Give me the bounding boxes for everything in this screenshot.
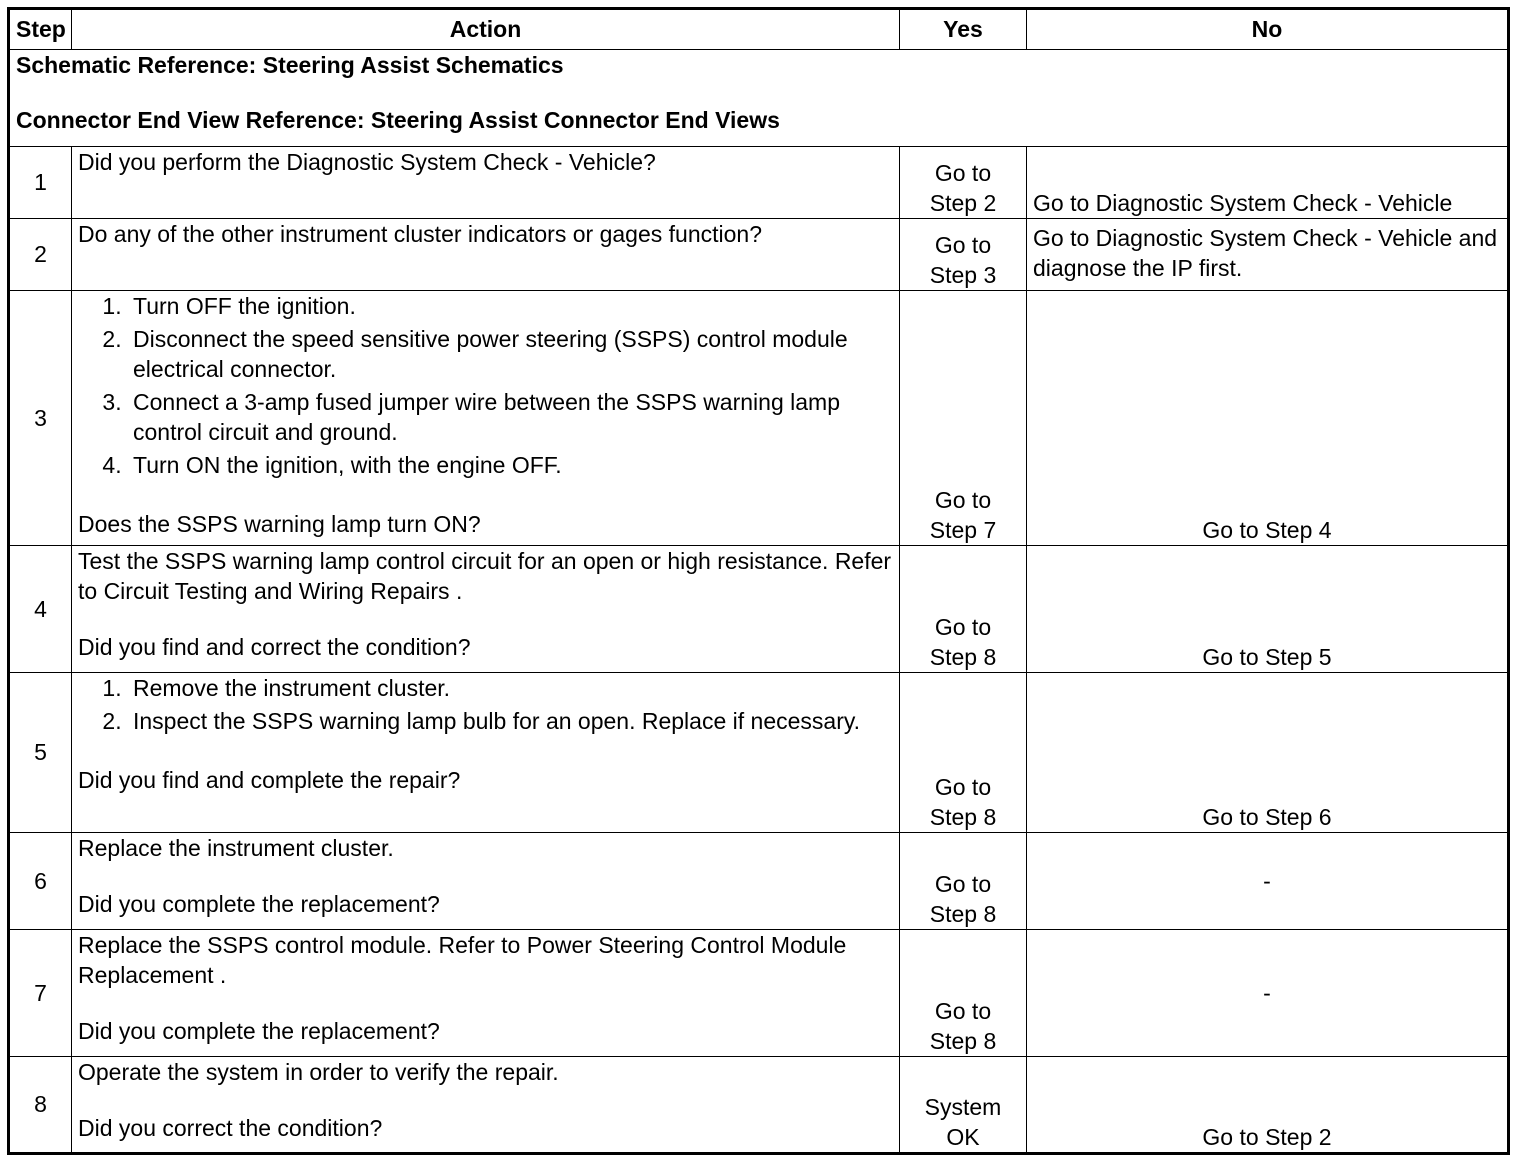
question-text: Does the SSPS warning lamp turn ON? <box>78 511 481 537</box>
no-cell: Go to Diagnostic System Check - Vehicle <box>1027 147 1509 219</box>
step-number: 4 <box>9 546 72 673</box>
header-no: No <box>1027 9 1509 50</box>
yes-cell <box>900 1057 1027 1154</box>
no-cell: Go to Diagnostic System Check - Vehicle and diagnose the IP first. <box>1027 219 1509 291</box>
instruction-item: 1. Turn OFF the ignition. <box>128 291 893 321</box>
table-row <box>9 546 1509 673</box>
yes-cell <box>900 833 1027 930</box>
step-number: 1 <box>9 147 72 219</box>
yes-cell <box>900 291 1027 546</box>
yes-line-1: Go to <box>934 774 992 800</box>
instruction-item: 3. Connect a 3-amp fused jumper wire between the SSPS warning lamp control circuit and ground. <box>128 387 893 447</box>
yes-line-1: Go to <box>934 487 992 513</box>
step-number: 7 <box>9 930 72 1057</box>
yes-line-1: Go to <box>934 614 992 640</box>
references-cell <box>9 50 1509 147</box>
yes-line-1: Go to <box>934 871 992 897</box>
yes-line-2: Step 8 <box>929 1028 997 1054</box>
no-cell: Go to Step 6 <box>1027 673 1509 833</box>
step-number: 3 <box>9 291 72 546</box>
instruction-item: 1. Remove the instrument cluster. <box>128 673 893 703</box>
header-yes: Yes <box>900 9 1027 50</box>
question-text: Did you correct the condition? <box>78 1115 383 1141</box>
table-row <box>9 833 1509 930</box>
no-cell: - <box>1027 930 1509 1057</box>
step-number: 5 <box>9 673 72 833</box>
yes-line-2: Step 3 <box>929 262 997 288</box>
question-text: Did you find and complete the repair? <box>78 767 461 793</box>
action-cell <box>72 147 900 219</box>
instruction-list <box>78 673 893 736</box>
step-number: 8 <box>9 1057 72 1154</box>
yes-cell <box>900 673 1027 833</box>
step-number: 2 <box>9 219 72 291</box>
no-cell: Go to Step 2 <box>1027 1057 1509 1154</box>
instruction-item: 2. Inspect the SSPS warning lamp bulb for an open. Replace if necessary. <box>128 706 893 736</box>
header-action: Action <box>72 9 900 50</box>
action-cell <box>72 833 900 930</box>
action-cell <box>72 673 900 833</box>
table-row <box>9 291 1509 546</box>
yes-line-1: Go to <box>934 232 992 258</box>
header-row <box>9 9 1509 50</box>
question-text: Did you find and correct the condition? <box>78 634 471 660</box>
action-cell <box>72 1057 900 1154</box>
connector-reference: Connector End View Reference: Steering Assist Connector End Views <box>16 107 780 133</box>
diagnostic-table <box>7 7 1510 1155</box>
yes-cell <box>900 219 1027 291</box>
yes-line-2: Step 8 <box>929 644 997 670</box>
step-number: 6 <box>9 833 72 930</box>
table-row <box>9 219 1509 291</box>
action-text: Test the SSPS warning lamp control circuit for an open or high resistance. Refer to Circuit Testing and Wiring Repairs . <box>78 548 892 604</box>
table-row <box>9 147 1509 219</box>
yes-cell <box>900 546 1027 673</box>
table-row <box>9 673 1509 833</box>
instruction-list <box>78 291 893 480</box>
question-text: Did you complete the replacement? <box>78 891 440 917</box>
table-row <box>9 1057 1509 1154</box>
instruction-item: 2. Disconnect the speed sensitive power steering (SSPS) control module electrical connector. <box>128 324 893 384</box>
action-cell <box>72 219 900 291</box>
no-cell: Go to Step 4 <box>1027 291 1509 546</box>
table-row <box>9 930 1509 1057</box>
header-step: Step <box>9 9 72 50</box>
action-text: Replace the SSPS control module. Refer to Power Steering Control Module Replacement . <box>78 932 847 988</box>
yes-line-2: Step 8 <box>929 804 997 830</box>
yes-line-1: Go to <box>934 998 992 1024</box>
yes-line-1: System <box>924 1094 1002 1120</box>
action-cell <box>72 291 900 546</box>
yes-line-2: Step 7 <box>929 517 997 543</box>
yes-line-2: Step 8 <box>929 901 997 927</box>
yes-line-2: Step 2 <box>929 190 997 216</box>
action-cell <box>72 930 900 1057</box>
yes-cell <box>900 147 1027 219</box>
action-text: Do any of the other instrument cluster indicators or gages function? <box>78 221 762 247</box>
action-text: Operate the system in order to verify the repair. <box>78 1059 559 1085</box>
action-text: Replace the instrument cluster. <box>78 835 394 861</box>
no-cell: Go to Step 5 <box>1027 546 1509 673</box>
instruction-item: 4. Turn ON the ignition, with the engine OFF. <box>128 450 893 480</box>
reference-row <box>9 50 1509 147</box>
yes-cell <box>900 930 1027 1057</box>
yes-line-1: Go to <box>934 160 992 186</box>
schematic-reference: Schematic Reference: Steering Assist Schematics <box>16 52 564 78</box>
action-cell <box>72 546 900 673</box>
yes-line-2: OK <box>946 1124 980 1150</box>
action-text: Did you perform the Diagnostic System Check - Vehicle? <box>78 149 656 175</box>
no-cell: - <box>1027 833 1509 930</box>
question-text: Did you complete the replacement? <box>78 1018 440 1044</box>
